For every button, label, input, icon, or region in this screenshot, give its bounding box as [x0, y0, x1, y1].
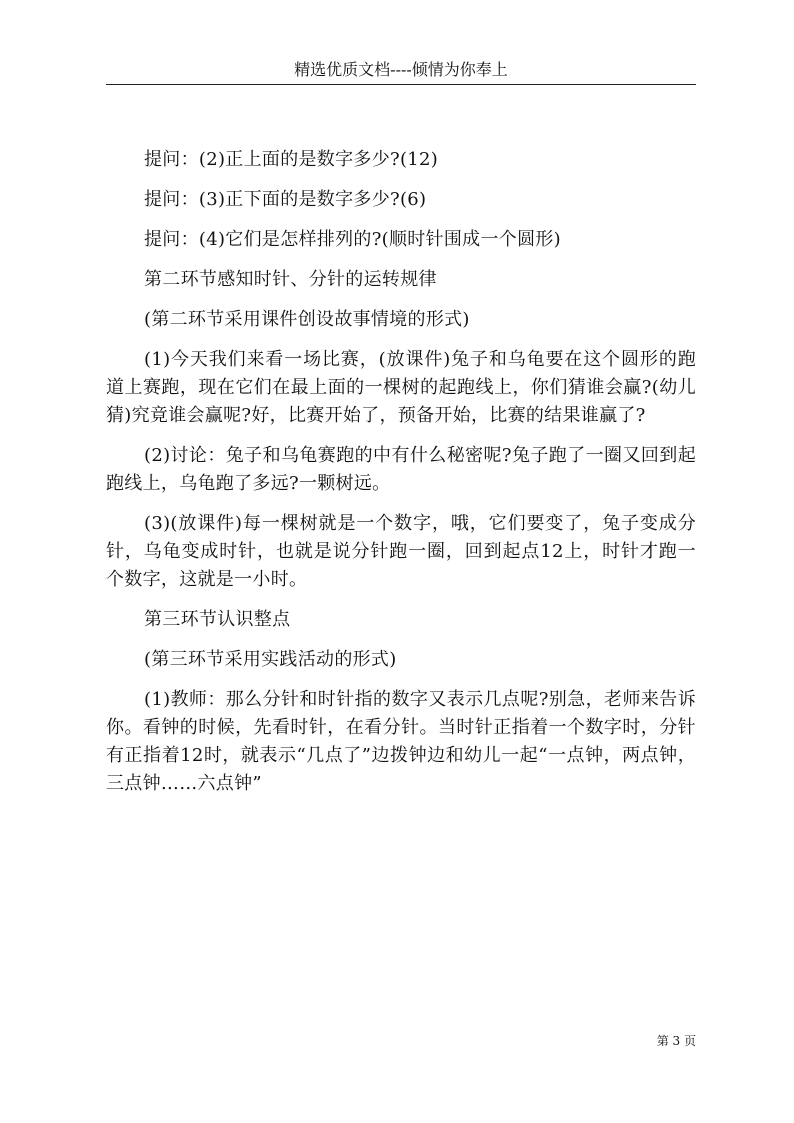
section-note-3: (第三环节采用实践活动的形式) [144, 649, 397, 670]
paragraph-race-3: (3)(放课件)每一棵树就是一个数字，哦，它们要变了，兔子变成分针，乌龟变成时针，也就是说分针跑一圈，回到起点12上，时针才跑一个数字，这就是一小时。 [106, 513, 696, 590]
paragraph-question-3: 提问：(3)正下面的是数字多少?(6) [144, 189, 427, 210]
paragraph-question-2: 提问：(2)正上面的是数字多少?(12) [144, 149, 439, 170]
paragraph-race-1: (1)今天我们来看一场比赛，(放课件)兔子和乌龟要在这个圆形的跑道上赛跑，现在它们在最上面的一棵树的起跑线上，你们猜谁会赢?(幼儿猜)究竟谁会赢呢?好，比赛开始了，预备开始，比赛的结果谁赢了? [106, 349, 696, 426]
document-body [106, 146, 696, 798]
paragraph-question-4: 提问：(4)它们是怎样排列的?(顺时针围成一个圆形) [144, 229, 561, 250]
section-heading-2: 第二环节感知时针、分针的运转规律 [144, 269, 437, 290]
section-heading-3: 第三环节认识整点 [144, 609, 291, 630]
section-note-2: (第二环节采用课件创设故事情境的形式) [144, 309, 470, 330]
page-number: 第 3 页 [656, 1034, 696, 1048]
paragraph-teacher: (1)教师：那么分针和时针指的数字又表示几点呢?别急，老师来告诉你。看钟的时候，先看时针，在看分针。当时针正指着一个数字时，分针有正指着12时，就表示“几点了”边拨钟边和幼儿一起“一点钟，两点钟，三点钟……六点钟” [106, 689, 696, 794]
paragraph-race-2: (2)讨论：兔子和乌龟赛跑的中有什么秘密呢?兔子跑了一圈又回到起跑线上，乌龟跑了多远?一颗树远。 [106, 445, 696, 494]
page-header: 精选优质文档----倾情为你奉上 [106, 58, 696, 85]
